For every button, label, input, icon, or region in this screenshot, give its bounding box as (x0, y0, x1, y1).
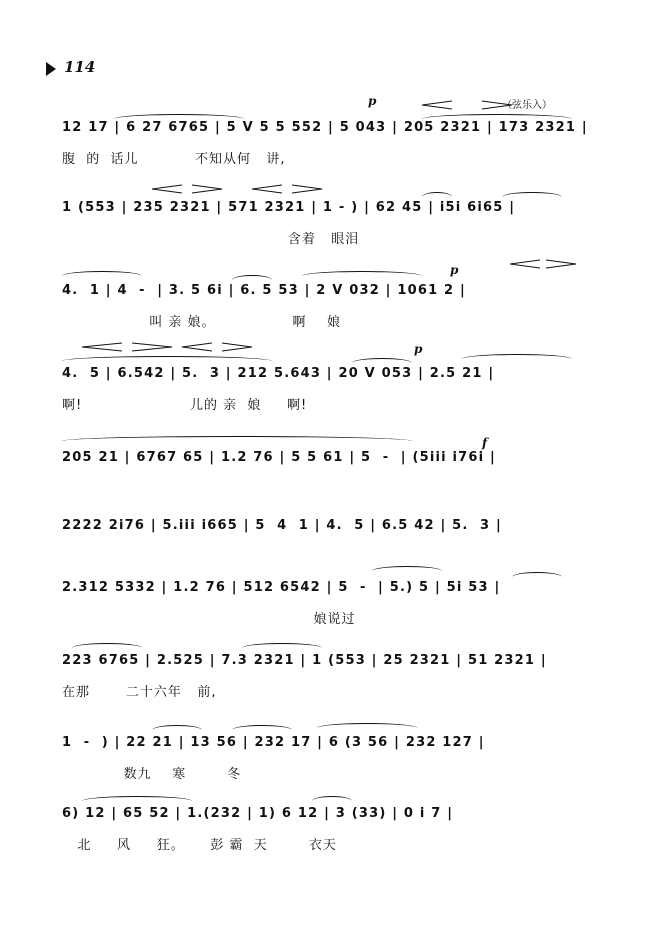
slur (72, 643, 142, 653)
lyrics-line: 在那 二十六年 前, (62, 685, 217, 700)
slur (512, 572, 562, 582)
page-marker-icon (46, 62, 56, 76)
page-number: 114 (64, 58, 96, 76)
slur (62, 356, 272, 366)
notes-line: 2222 2i76 | 5.iii i665 | 5 4 1 | 4. 5 | 6.5 42 | 5. 3 | (62, 518, 502, 533)
notes-line: 6) 12 | 65 52 | 1.(232 | 1) 6 12 | 3 (33) | 0 i 7 | (62, 806, 454, 821)
slur (317, 723, 417, 733)
slur (152, 725, 202, 735)
slur (82, 796, 192, 806)
crescendo-icon (510, 259, 580, 269)
instrument-entry-label: （弦乐入） (502, 100, 552, 111)
notes-line: 4. 5 | 6.542 | 5. 3 | 212 5.643 | 20 V 053 | 2.5 21 | (62, 366, 495, 381)
lyrics-line: 北 风 狂。 彭 霸 天 衣天 (62, 838, 337, 853)
dynamic-mark: f (482, 436, 488, 450)
slur (62, 271, 142, 281)
lyrics-line: 腹 的 话儿 不知从何 讲, (62, 152, 286, 167)
notes-line: 1 - ) | 22 21 | 13 56 | 232 17 | 6 (3 56 | 232 127 | (62, 735, 485, 750)
slur (62, 436, 412, 446)
slur (242, 643, 322, 653)
dynamic-mark: p (414, 342, 423, 356)
slur (462, 354, 572, 364)
dynamic-mark: p (450, 263, 459, 277)
lyrics-line: 娘说过 (62, 612, 356, 627)
lyrics-line: 含着 眼泪 (62, 232, 360, 247)
dynamic-mark: p (368, 94, 377, 108)
crescendo-icon (152, 184, 352, 194)
lyrics-line: 啊! 儿的 亲 娘 啊! (62, 398, 308, 413)
notes-line: 223 6765 | 2.525 | 7.3 2321 | 1 (553 | 25 2321 | 51 2321 | (62, 653, 547, 668)
notes-line: 12 17 | 6 27 6765 | 5 V 5 5 552 | 5 043 | 205 2321 | 173 2321 | (62, 120, 588, 135)
notes-line: 1 (553 | 235 2321 | 571 2321 | 1 - ) | 62 45 | i5i 6i65 | (62, 200, 516, 215)
slur (312, 796, 352, 806)
slur (372, 566, 442, 576)
notes-line: 4. 1 | 4 - | 3. 5 6i | 6. 5 53 | 2 V 032 | 1061 2 | (62, 283, 466, 298)
slur (302, 271, 422, 281)
slur (232, 725, 292, 735)
crescendo-icon (82, 342, 302, 352)
lyrics-line: 数九 寒 冬 (62, 767, 242, 782)
lyrics-line: 叫 亲 娘。 啊 娘 (62, 315, 342, 330)
notes-line: 2.312 5332 | 1.2 76 | 512 6542 | 5 - | 5.) 5 | 5i 53 | (62, 580, 501, 595)
notes-line: 205 21 | 6767 65 | 1.2 76 | 5 5 61 | 5 - | (5iii i76i | (62, 450, 497, 465)
